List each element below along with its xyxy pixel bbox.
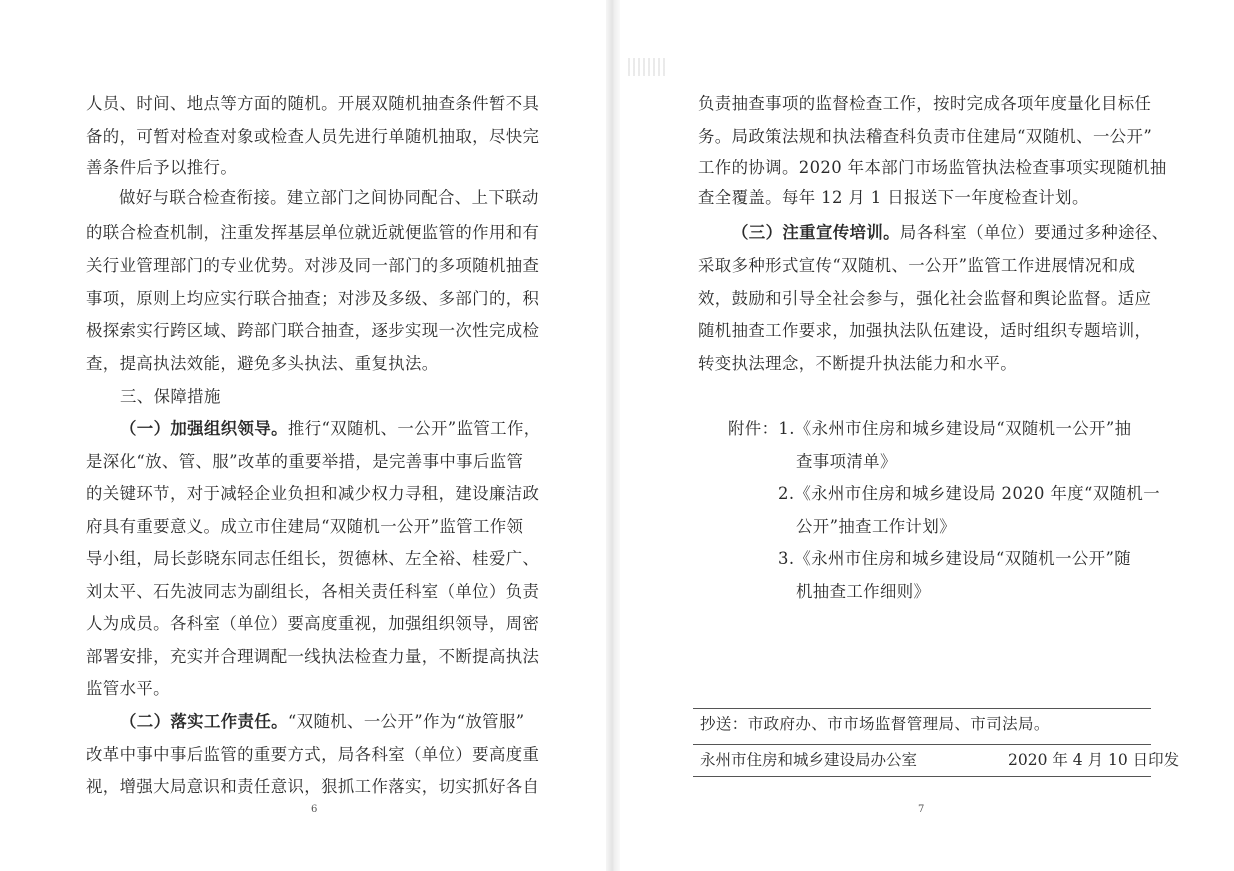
text-line: 极探索实行跨区域、跨部门联合抽查，逐步实现一次性完成检 bbox=[86, 321, 540, 340]
measure-text: 推行“双随机、一公开”监管工作， bbox=[287, 419, 541, 438]
text-line: 做好与联合检查衔接。建立部门之间协同配合、上下联动 bbox=[119, 188, 539, 207]
right-page bbox=[620, 0, 1234, 871]
cc-line: 抄送：市政府办、市市场监督管理局、市司法局。 bbox=[700, 715, 1050, 733]
page-number: 7 bbox=[918, 804, 925, 815]
measure-paragraph bbox=[732, 223, 1169, 243]
measure-text: 局各科室（单位）要通过多种途径、 bbox=[899, 223, 1169, 242]
measure-paragraph bbox=[120, 712, 525, 732]
left-page bbox=[0, 0, 610, 871]
text-line: 视，增强大局意识和责任意识，狠抓工作落实，切实抓好各自 bbox=[86, 777, 540, 796]
text-line: 善条件后予以推行。 bbox=[86, 158, 238, 177]
text-line: 转变执法理念，不断提升执法能力和水平。 bbox=[698, 354, 1018, 373]
text-line: 刘太平、石先波同志为副组长，各相关责任科室（单位）负责 bbox=[86, 582, 540, 601]
attachment-item: 2.《永州市住房和城乡建设局 2020 年度“双随机一 bbox=[778, 484, 1160, 503]
text-line: 事项，原则上均应实行联合抽查；对涉及多级、多部门的，积 bbox=[86, 289, 540, 308]
text-line: 查，提高执法效能，避免多头执法、重复执法。 bbox=[86, 354, 439, 373]
text-line: 府具有重要意义。成立市住建局“双随机一公开”监管工作领 bbox=[86, 517, 524, 536]
cc-top-rule bbox=[693, 708, 1151, 709]
issuer-bottom-rule bbox=[693, 776, 1151, 777]
text-line: 随机抽查工作要求，加强执法队伍建设，适时组织专题培训， bbox=[698, 321, 1152, 340]
issue-date: 2020 年 4 月 10 日印发 bbox=[1008, 751, 1180, 769]
text-line: 改革中事中事后监管的重要方式，局各科室（单位）要高度重 bbox=[86, 745, 540, 764]
text-line: 人为成员。各科室（单位）要高度重视，加强组织领导，周密 bbox=[86, 614, 540, 633]
text-line: 的关键环节，对于减轻企业负担和减少权力寻租，建设廉洁政 bbox=[86, 484, 540, 503]
attachment-item: 机抽查工作细则》 bbox=[796, 582, 931, 601]
section-heading: 三、保障措施 bbox=[120, 387, 221, 406]
cc-bottom-rule bbox=[693, 744, 1151, 745]
text-line: 是深化“放、管、服”改革的重要举措，是完善事中事后监管 bbox=[86, 452, 524, 471]
attachment-item: 查事项清单》 bbox=[796, 452, 897, 471]
measure-heading: （二）落实工作责任。 bbox=[120, 712, 288, 731]
attachment-item: 附件：1.《永州市住房和城乡建设局“双随机一公开”抽 bbox=[728, 419, 1132, 438]
issuer: 永州市住房和城乡建设局办公室 bbox=[700, 751, 918, 769]
measure-text: “双随机、一公开”作为“放管服” bbox=[287, 712, 525, 731]
text-line: 工作的协调。2020 年本部门市场监管执法检查事项实现随机抽 bbox=[698, 158, 1167, 177]
text-line: 监管水平。 bbox=[86, 679, 170, 698]
text-line: 备的，可暂对检查对象或检查人员先进行单随机抽取，尽快完 bbox=[86, 127, 540, 146]
text-line: 效，鼓励和引导全社会参与，强化社会监督和舆论监督。适应 bbox=[698, 289, 1152, 308]
text-line: 负责抽查事项的监督检查工作，按时完成各项年度量化目标任 bbox=[698, 94, 1152, 113]
text-line: 务。局政策法规和执法稽查科负责市住建局“双随机、一公开” bbox=[698, 127, 1153, 146]
text-line: 部署安排，充实并合理调配一线执法检查力量，不断提高执法 bbox=[86, 647, 540, 666]
text-line: 采取多种形式宣传“双随机、一公开”监管工作进展情况和成 bbox=[698, 256, 1136, 275]
measure-heading: （一）加强组织领导。 bbox=[120, 419, 288, 438]
attachment-item: 公开”抽查工作计划》 bbox=[796, 517, 956, 536]
text-line: 人员、时间、地点等方面的随机。开展双随机抽查条件暂不具 bbox=[86, 94, 540, 113]
measure-paragraph bbox=[120, 419, 541, 439]
attachment-item: 3.《永州市住房和城乡建设局“双随机一公开”随 bbox=[778, 549, 1132, 568]
text-line: 查全覆盖。每年 12 月 1 日报送下一年度检查计划。 bbox=[698, 188, 1089, 207]
page-number: 6 bbox=[311, 804, 318, 815]
text-line: 关行业管理部门的专业优势。对涉及同一部门的多项随机抽查 bbox=[86, 256, 540, 275]
text-line: 的联合检查机制，注重发挥基层单位就近就便监管的作用和有 bbox=[86, 223, 540, 242]
text-line: 导小组，局长彭晓东同志任组长，贺德林、左全裕、桂爱广、 bbox=[86, 549, 540, 568]
measure-heading: （三）注重宣传培训。 bbox=[732, 223, 900, 242]
